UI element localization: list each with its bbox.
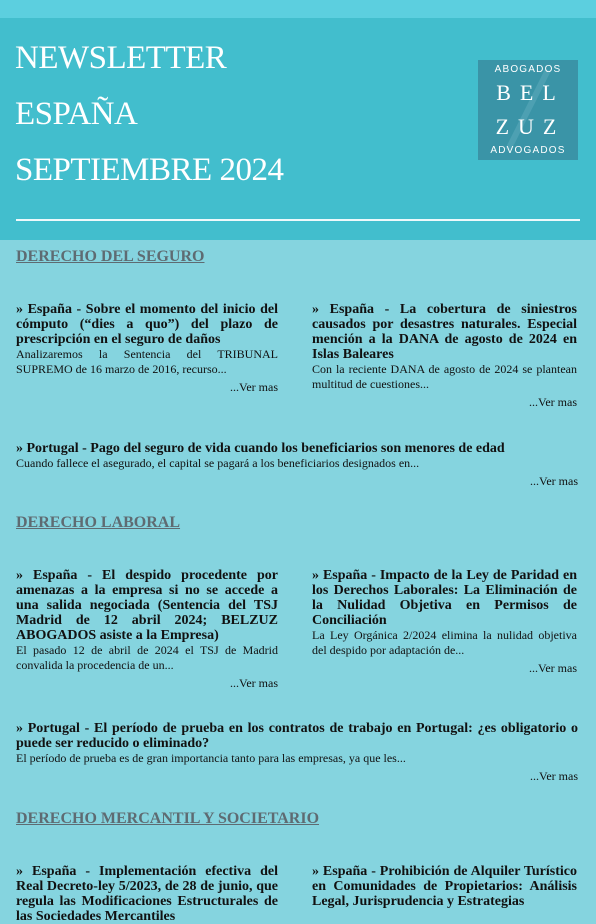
article-card <box>312 302 577 410</box>
article-title[interactable]: » España - El despido procedente por amenazas a la empresa si no se accede a una salida negociada (Sentencia del TSJ Madrid de 12 abril 2024; BELZUZ ABOGADOS asiste a la Empresa) <box>16 568 278 643</box>
article-card <box>16 864 278 924</box>
article-card <box>312 864 577 909</box>
logo-row-1: BEL <box>496 80 565 105</box>
title-line-1: NEWSLETTER <box>15 40 227 76</box>
header-divider <box>16 219 580 221</box>
section-title-seguro[interactable]: DERECHO DEL SEGURO <box>16 248 205 265</box>
article-title[interactable]: » España - Prohibición de Alquiler Turístico en Comunidades de Propietarios: Análisis Legal, Jurisprudencia y Estrategias <box>312 864 577 909</box>
logo-bottom-text: ADVOGADOS <box>490 145 566 156</box>
article-excerpt: Cuando fallece el asegurado, el capital se pagará a los beneficiarios designados en... <box>16 456 420 470</box>
article-title[interactable]: » España - Implementación efectiva del Real Decreto-ley 5/2023, de 28 de junio, que regula las Modificaciones Estructurales de las Sociedades Mercantiles <box>16 864 278 924</box>
title-line-3: SEPTIEMBRE 2024 <box>15 152 284 188</box>
read-more-link[interactable]: ...Ver mas <box>529 661 577 675</box>
article-title[interactable]: » España - La cobertura de siniestros causados por desastres naturales. Especial mención a la DANA de agosto de 2024 en Islas Baleares <box>312 302 577 362</box>
article-title[interactable]: » España - Sobre el momento del inicio del cómputo (“dies a quo”) del plazo de prescripción en el seguro de daños <box>16 302 278 347</box>
article-title[interactable]: » Portugal - El período de prueba en los contratos de trabajo en Portugal: ¿es obligatorio o puede ser reducido o eliminado? <box>16 721 578 751</box>
article-excerpt: Con la reciente DANA de agosto de 2024 se plantean multitud de cuestiones... <box>312 362 577 391</box>
article-card <box>312 568 577 676</box>
article-title[interactable]: » España - Impacto de la Ley de Paridad en los Derechos Laborales: La Eliminación de la Nulidad Objetiva en Permisos de Conciliación <box>312 568 577 628</box>
read-more-link[interactable]: ...Ver mas <box>530 769 578 783</box>
newsletter-header <box>0 18 596 240</box>
logo-top-text: ABOGADOS <box>494 64 562 75</box>
logo-row-2: ZUZ <box>495 114 566 139</box>
article-card <box>16 441 578 489</box>
article-card <box>16 568 278 691</box>
article-title[interactable]: » Portugal - Pago del seguro de vida cuando los beneficiarios son menores de edad <box>16 441 505 456</box>
section-title-mercantil[interactable]: DERECHO MERCANTIL Y SOCIETARIO <box>16 810 320 827</box>
section-title-laboral[interactable]: DERECHO LABORAL <box>16 514 181 531</box>
article-excerpt: El pasado 12 de abril de 2024 el TSJ de Madrid convalida la procedencia de un... <box>16 643 278 672</box>
belzuz-logo[interactable] <box>478 60 578 160</box>
read-more-link[interactable]: ...Ver mas <box>230 380 278 394</box>
article-card <box>16 302 278 395</box>
top-accent-bar <box>0 0 596 18</box>
article-excerpt: La Ley Orgánica 2/2024 elimina la nulidad objetiva del despido por adaptación de... <box>312 628 577 657</box>
read-more-link[interactable]: ...Ver mas <box>230 676 278 690</box>
article-excerpt: El período de prueba es de gran importancia tanto para las empresas, ya que les... <box>16 751 406 765</box>
read-more-link[interactable]: ...Ver mas <box>530 474 578 488</box>
title-line-2: ESPAÑA <box>15 96 138 132</box>
article-excerpt: Analizaremos la Sentencia del TRIBUNAL SUPREMO de 16 marzo de 2016, recurso... <box>16 347 278 376</box>
read-more-link[interactable]: ...Ver mas <box>529 395 577 409</box>
article-card <box>16 721 578 784</box>
